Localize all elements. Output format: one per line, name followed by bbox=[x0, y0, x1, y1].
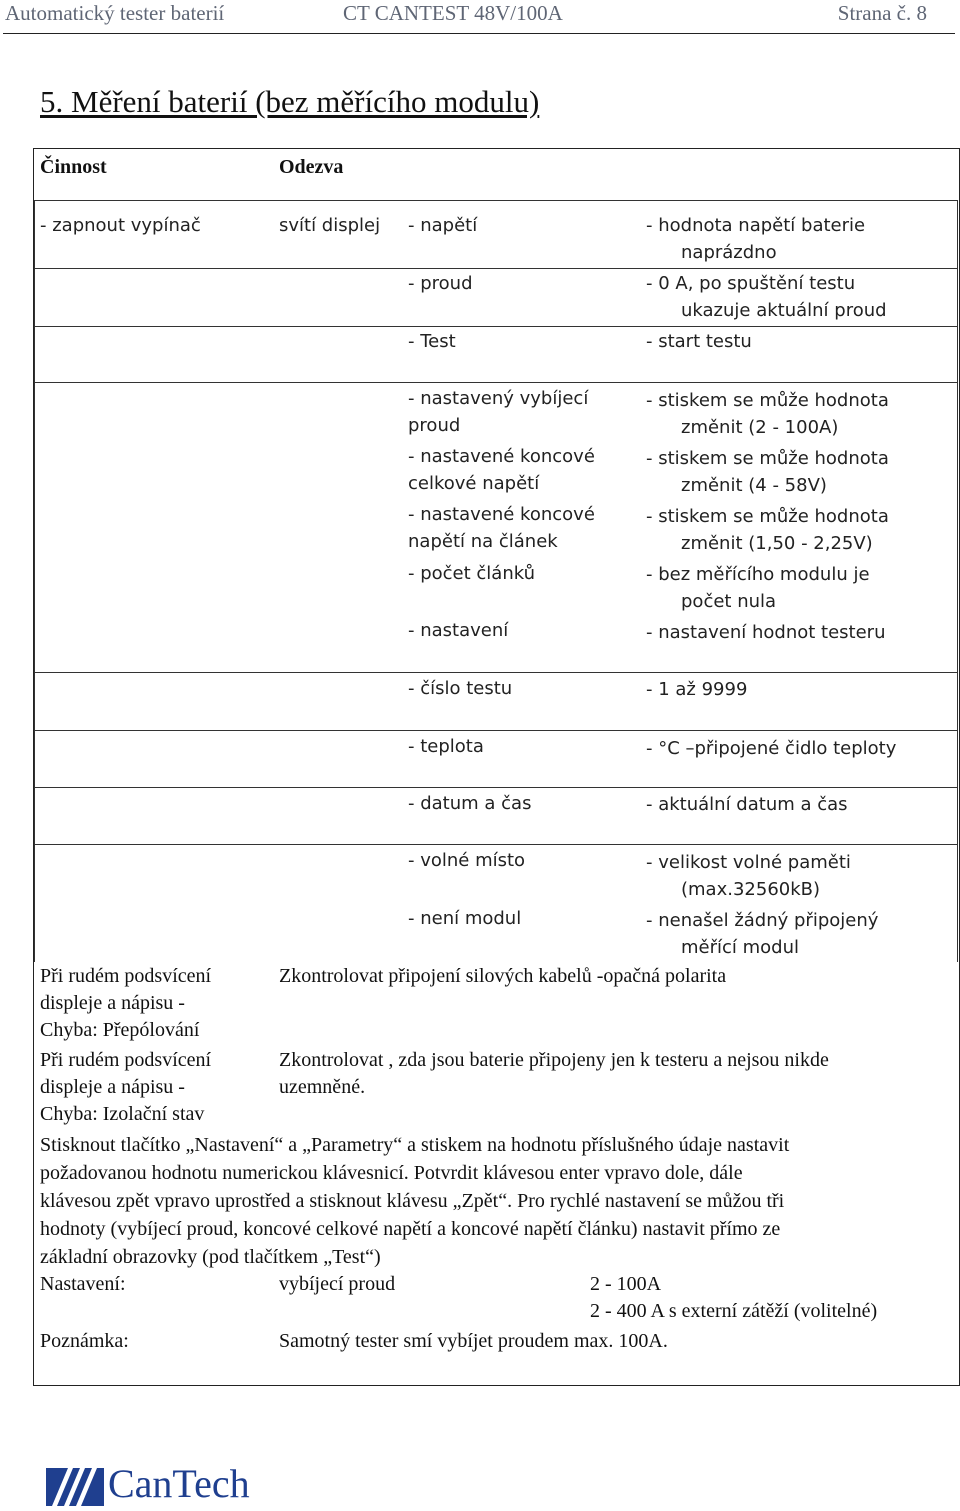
row-label: - počet článků bbox=[408, 563, 536, 584]
header-product-name: CT CANTEST 48V/100A bbox=[343, 1, 563, 25]
row-rule bbox=[34, 326, 958, 327]
row-label: - nastavené koncové celkové napětí bbox=[408, 446, 595, 494]
row-label: - nastavené koncové napětí na článek bbox=[408, 504, 595, 552]
row-description: - nastavení hodnot testeru bbox=[646, 622, 886, 643]
row-description: - stiskem se může hodnota změnit (2 - 100A) bbox=[646, 390, 889, 438]
row-label: - nastavení bbox=[408, 620, 509, 641]
row-rule bbox=[34, 844, 958, 845]
error-isolation-response: Zkontrolovat , zda jsou baterie připojeny jen k testeru a nejsou nikde uzemněné. bbox=[279, 1049, 829, 1098]
row-label: - volné místo bbox=[408, 850, 526, 871]
note-text: Samotný tester smí vybíjet proudem max. 100A. bbox=[279, 1330, 668, 1352]
row-label: - není modul bbox=[408, 908, 522, 929]
display-on-text: svítí displej bbox=[279, 215, 381, 236]
header-document-title: Automatický tester baterií bbox=[5, 1, 225, 25]
note-label: Poznámka: bbox=[40, 1330, 129, 1352]
row-rule bbox=[34, 672, 958, 673]
action-switch-on: - zapnout vypínač bbox=[40, 215, 201, 236]
header-rule bbox=[34, 200, 958, 201]
settings-label: Nastavení: bbox=[40, 1273, 126, 1295]
column-header-action: Činnost bbox=[40, 156, 107, 178]
column-rule bbox=[957, 200, 958, 962]
cantech-logo-text: CanTech bbox=[108, 1461, 250, 1506]
row-description: - stiskem se může hodnota změnit (4 - 58V) bbox=[646, 448, 889, 496]
row-description: - °C –připojené čidlo teploty bbox=[646, 738, 897, 759]
row-rule bbox=[34, 787, 958, 788]
error-isolation-action: Při rudém podsvícení displeje a nápisu - Chyba: Izolační stav bbox=[40, 1049, 212, 1125]
error-polarity-response: Zkontrolovat připojení silových kabelů -opačná polarita bbox=[279, 965, 727, 987]
row-label: - číslo testu bbox=[408, 678, 513, 699]
column-header-response: Odezva bbox=[279, 156, 344, 178]
row-label: - nastavený vybíjecí proud bbox=[408, 388, 589, 436]
row-description: - aktuální datum a čas bbox=[646, 794, 848, 815]
error-polarity-action: Při rudém podsvícení displeje a nápisu - Chyba: Přepólování bbox=[40, 965, 212, 1041]
row-rule bbox=[34, 382, 958, 383]
section-title: 5. Měření baterií (bez měřícího modulu) bbox=[40, 84, 540, 119]
settings-item: vybíjecí proud bbox=[279, 1273, 396, 1295]
row-description: - hodnota napětí baterie naprázdno bbox=[646, 215, 866, 263]
row-description: - bez měřícího modulu je počet nula bbox=[646, 564, 870, 612]
page-header bbox=[3, 0, 955, 34]
row-description: - 1 až 9999 bbox=[646, 679, 748, 700]
settings-instructions: Stisknout tlačítko „Nastavení“ a „Parametry“ a stiskem na hodnotu příslušného údaje nastavit požadovanou hodnotu numerickou klávesnicí. Potvrdit klávesou enter vpravo dole, dále klávesou zpět vpravo uprostřed a stisknout klávesu „Zpět“. Pro rychlé nastavení se můžou tři hodnoty (vybíjecí proud, koncové celkové napětí a koncové napětí článku) nastavit přímo ze základní obrazovky (pod tlačítkem „Test“) bbox=[40, 1134, 790, 1268]
row-rule bbox=[34, 268, 958, 269]
row-description: - start testu bbox=[646, 331, 752, 352]
row-description: - 0 A, po spuštění testu ukazuje aktuální proud bbox=[646, 273, 887, 321]
row-rule bbox=[34, 730, 958, 731]
row-label: - teplota bbox=[408, 736, 484, 757]
row-label: - Test bbox=[408, 331, 456, 352]
column-rule bbox=[34, 200, 35, 962]
header-page-number: Strana č. 8 bbox=[837, 1, 927, 25]
row-description: - velikost volné paměti (max.32560kB) bbox=[646, 852, 851, 900]
cantech-logo bbox=[46, 1461, 286, 1510]
settings-values: 2 - 100A 2 - 400 A s externí zátěží (volitelné) bbox=[590, 1273, 878, 1322]
row-description: - stiskem se může hodnota změnit (1,50 - 2,25V) bbox=[646, 506, 889, 554]
cantech-logo-icon bbox=[46, 1468, 104, 1506]
row-label: - proud bbox=[408, 273, 473, 294]
row-label: - napětí bbox=[408, 215, 478, 236]
row-description: - nenašel žádný připojený měřící modul bbox=[646, 910, 879, 958]
row-label: - datum a čas bbox=[408, 793, 532, 814]
